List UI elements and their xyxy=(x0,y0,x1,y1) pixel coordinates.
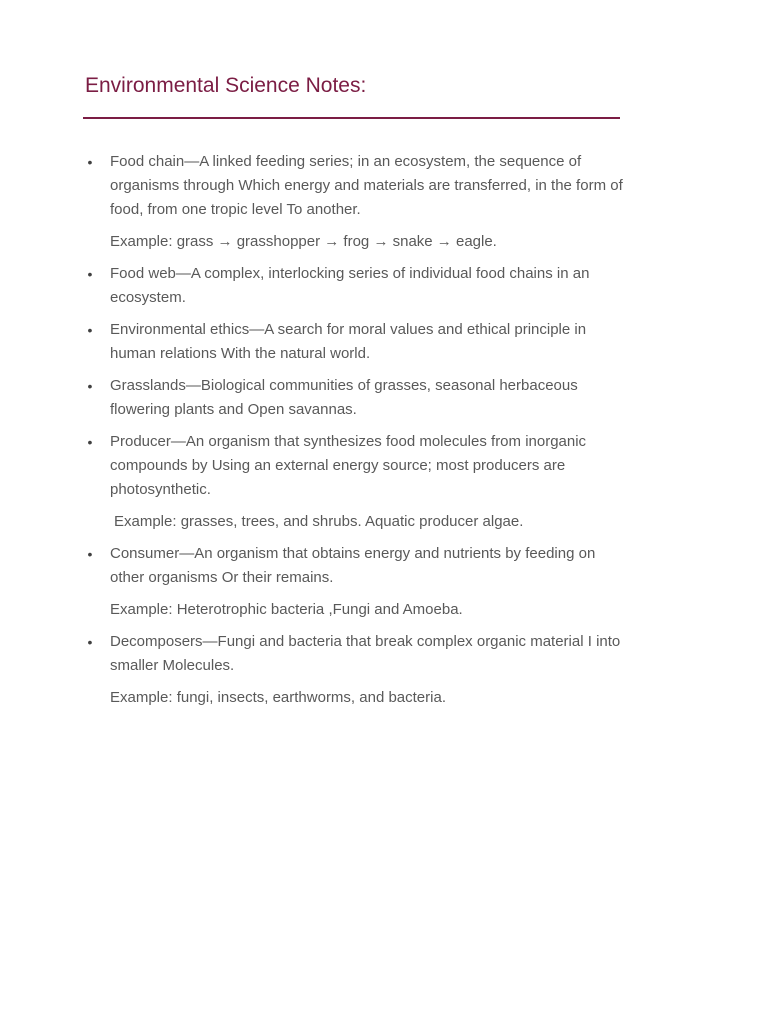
example-food-chain: Example: grass → grasshopper → frog → snake → eagle. xyxy=(110,233,497,250)
example-consumer: Example: Heterotrophic bacteria ,Fungi and Amoeba. xyxy=(110,601,463,618)
bullet-icon: • xyxy=(87,266,93,282)
list-item-food-web xyxy=(84,262,624,310)
example-producer: Example: grasses, trees, and shrubs. Aquatic producer algae. xyxy=(114,513,524,530)
list-item-food-chain xyxy=(84,150,624,222)
bullet-icon: • xyxy=(87,434,93,450)
list-item-consumer xyxy=(84,542,624,590)
bullet-icon: • xyxy=(87,634,93,650)
page-title: Environmental Science Notes: xyxy=(85,74,367,97)
bullet-icon: • xyxy=(87,322,93,338)
notes-list xyxy=(84,150,624,718)
list-item-environmental-ethics xyxy=(84,318,624,366)
item-text: Consumer—An organism that obtains energy and nutrients by feeding on other organisms Or their remains. xyxy=(110,545,596,586)
bullet-icon: • xyxy=(87,546,93,562)
item-text: Environmental ethics—A search for moral values and ethical principle in human relations With the natural world. xyxy=(110,321,587,362)
item-text: Producer—An organism that synthesizes food molecules from inorganic compounds by Using an external energy source; most producers are photosynthetic. xyxy=(110,433,587,498)
list-item-producer xyxy=(84,430,624,502)
item-text: Food chain—A linked feeding series; in an ecosystem, the sequence of organisms through Which energy and materials are transferred, in the form of food, from one tropic level To another. xyxy=(110,153,623,218)
item-text: Grasslands—Biological communities of grasses, seasonal herbaceous flowering plants and Open savannas. xyxy=(110,377,578,418)
example-decomposers: Example: fungi, insects, earthworms, and bacteria. xyxy=(110,689,446,706)
item-text: Food web—A complex, interlocking series of individual food chains in an ecosystem. xyxy=(110,265,590,306)
title-divider xyxy=(83,117,620,119)
bullet-icon: • xyxy=(87,154,93,170)
bullet-icon: • xyxy=(87,378,93,394)
item-text: Decomposers—Fungi and bacteria that break complex organic material I into smaller Molecules. xyxy=(110,633,621,674)
list-item-decomposers xyxy=(84,630,624,678)
list-item-grasslands xyxy=(84,374,624,422)
